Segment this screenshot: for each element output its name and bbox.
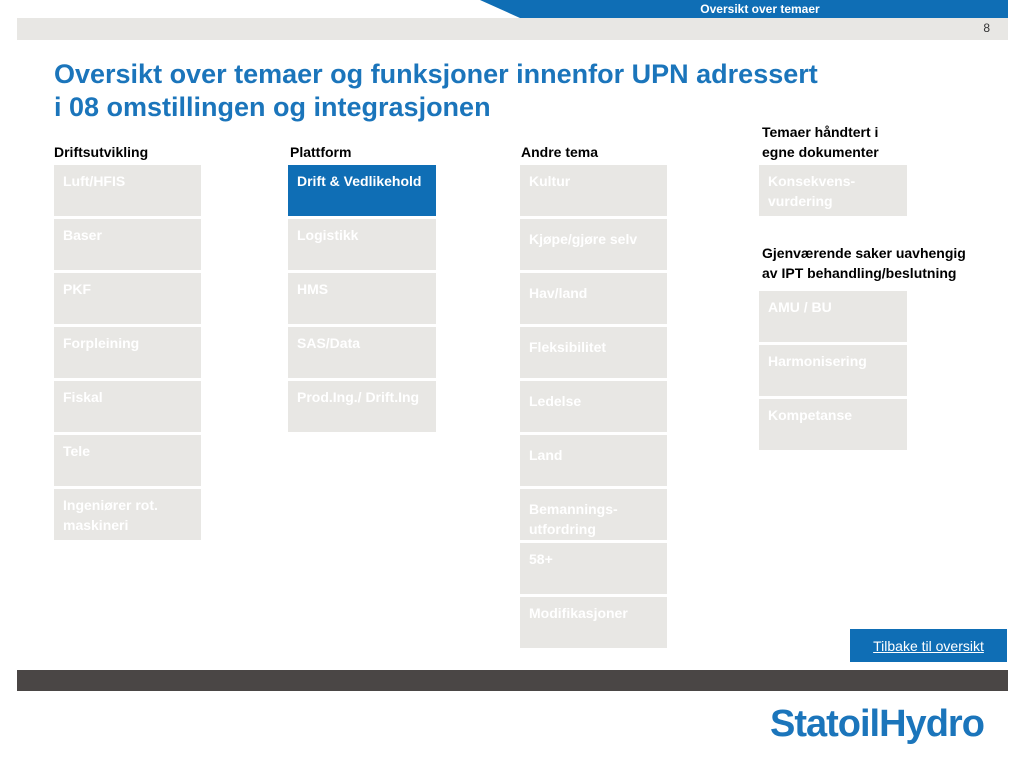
topic-box[interactable]: Kultur xyxy=(519,164,668,217)
topic-box[interactable]: Konsekvens- vurdering xyxy=(758,164,908,217)
header-bar xyxy=(17,18,1008,40)
topic-box[interactable]: Ledelse xyxy=(519,380,668,433)
topic-box[interactable]: Fiskal xyxy=(53,380,202,433)
heading-egne-dokumenter xyxy=(762,122,879,162)
statoilhydro-logo: StatoilHydro xyxy=(770,703,984,745)
heading-driftsutvikling: Driftsutvikling xyxy=(54,144,149,160)
page-title-line1: Oversikt over temaer og funksjoner innenfor UPN adressert xyxy=(54,59,818,89)
heading-andre-tema: Andre tema xyxy=(521,144,599,160)
topic-box-active[interactable]: Drift & Vedlikehold xyxy=(287,164,437,217)
topic-box[interactable]: 58+ xyxy=(519,542,668,595)
topic-box[interactable]: Ingeniører rot. maskineri xyxy=(53,488,202,541)
topic-box[interactable]: Luft/HFIS xyxy=(53,164,202,217)
topic-box[interactable]: Hav/land xyxy=(519,272,668,325)
top-tab-label: Oversikt over temaer xyxy=(700,2,820,16)
heading-egne-dokumenter-line2: egne dokumenter xyxy=(762,144,879,160)
topic-box[interactable]: PKF xyxy=(53,272,202,325)
topic-box[interactable]: Kjøpe/gjøre selv xyxy=(519,218,668,271)
topic-box[interactable]: Kompetanse xyxy=(758,398,908,451)
topic-box[interactable]: Harmonisering xyxy=(758,344,908,397)
topic-box[interactable]: Baser xyxy=(53,218,202,271)
heading-gjenvaerende xyxy=(762,243,966,283)
topic-box[interactable]: Bemannings- utfordring xyxy=(519,488,668,541)
topic-box[interactable]: SAS/Data xyxy=(287,326,437,379)
heading-gjenvaerende-line1: Gjenværende saker uavhengig xyxy=(762,245,966,261)
topic-box[interactable]: HMS xyxy=(287,272,437,325)
page-title xyxy=(54,58,974,124)
topic-box[interactable]: Prod.Ing./ Drift.Ing xyxy=(287,380,437,433)
topic-box[interactable]: Forpleining xyxy=(53,326,202,379)
topic-box[interactable]: AMU / BU xyxy=(758,290,908,343)
top-tab xyxy=(0,0,1024,18)
heading-plattform: Plattform xyxy=(290,144,352,160)
page-title-line2: i 08 omstillingen og integrasjonen xyxy=(54,92,491,122)
heading-gjenvaerende-line2: av IPT behandling/beslutning xyxy=(762,265,957,281)
topic-box[interactable]: Tele xyxy=(53,434,202,487)
footer-bar xyxy=(17,670,1008,691)
heading-egne-dokumenter-line1: Temaer håndtert i xyxy=(762,124,879,140)
page-number: 8 xyxy=(983,21,990,35)
back-to-overview-button[interactable]: Tilbake til oversikt xyxy=(850,629,1007,662)
topic-box[interactable]: Logistikk xyxy=(287,218,437,271)
topic-box[interactable]: Modifikasjoner xyxy=(519,596,668,649)
topic-box[interactable]: Land xyxy=(519,434,668,487)
topic-box[interactable]: Fleksibilitet xyxy=(519,326,668,379)
